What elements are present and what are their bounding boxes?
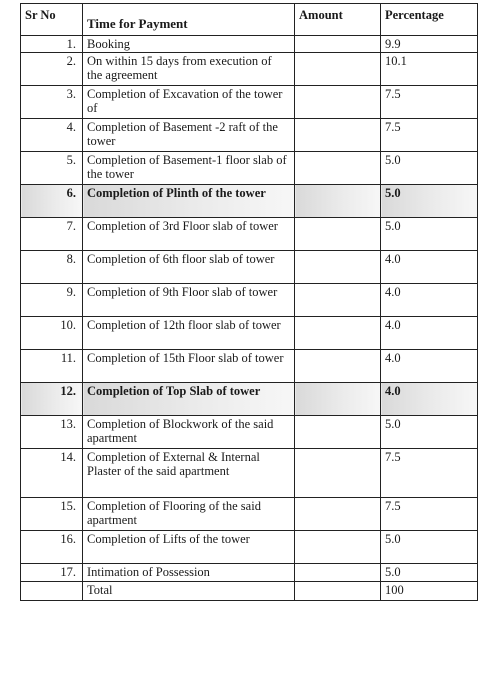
- payment-milestone-cell: Completion of Top Slab of tower: [83, 383, 295, 416]
- payment-milestone-cell: Booking: [83, 36, 295, 53]
- sr-no-cell: 1.: [21, 36, 83, 53]
- percentage-cell: 4.0: [381, 251, 478, 284]
- sr-no-cell: 15.: [21, 498, 83, 531]
- table-row: [21, 152, 478, 185]
- payment-milestone-cell: On within 15 days from execution of the agreement: [83, 53, 295, 86]
- percentage-cell: 4.0: [381, 284, 478, 317]
- table-row: [21, 218, 478, 251]
- table-header-row: [21, 4, 478, 36]
- percentage-cell: 5.0: [381, 185, 478, 218]
- sr-no-cell: 12.: [21, 383, 83, 416]
- percentage-cell: 4.0: [381, 350, 478, 383]
- percentage-cell: 5.0: [381, 531, 478, 564]
- payment-milestone-cell: Intimation of Possession: [83, 564, 295, 582]
- table-row: [21, 582, 478, 601]
- percentage-cell: 7.5: [381, 119, 478, 152]
- payment-milestone-cell: Completion of Flooring of the said apartment: [83, 498, 295, 531]
- percentage-cell: 7.5: [381, 449, 478, 498]
- percentage-cell: 9.9: [381, 36, 478, 53]
- percentage-cell: 5.0: [381, 152, 478, 185]
- percentage-cell: 100: [381, 582, 478, 601]
- amount-cell: [295, 531, 381, 564]
- amount-cell: [295, 383, 381, 416]
- amount-cell: [295, 582, 381, 601]
- table-row: [21, 251, 478, 284]
- amount-cell: [295, 36, 381, 53]
- payment-milestone-cell: Completion of External & Internal Plaster of the said apartment: [83, 449, 295, 498]
- sr-no-cell: 2.: [21, 53, 83, 86]
- sr-no-cell: 7.: [21, 218, 83, 251]
- table-row: [21, 86, 478, 119]
- percentage-cell: 7.5: [381, 86, 478, 119]
- amount-cell: [295, 416, 381, 449]
- sr-no-cell: 11.: [21, 350, 83, 383]
- sr-no-cell: 13.: [21, 416, 83, 449]
- amount-cell: [295, 119, 381, 152]
- amount-cell: [295, 449, 381, 498]
- header-amount: Amount: [295, 4, 381, 36]
- table-row: [21, 36, 478, 53]
- payment-milestone-cell: Completion of 12th floor slab of tower: [83, 317, 295, 350]
- amount-cell: [295, 185, 381, 218]
- sr-no-cell: 10.: [21, 317, 83, 350]
- table-row: [21, 317, 478, 350]
- table-row: [21, 498, 478, 531]
- sr-no-cell: 9.: [21, 284, 83, 317]
- sr-no-cell: 5.: [21, 152, 83, 185]
- amount-cell: [295, 152, 381, 185]
- table-row: [21, 53, 478, 86]
- percentage-cell: 10.1: [381, 53, 478, 86]
- payment-milestone-cell: Completion of Excavation of the tower of: [83, 86, 295, 119]
- header-time-for-payment: Time for Payment: [83, 4, 295, 36]
- table-body: [21, 36, 478, 601]
- amount-cell: [295, 218, 381, 251]
- header-sr-no: Sr No: [21, 4, 83, 36]
- payment-milestone-cell: Completion of Plinth of the tower: [83, 185, 295, 218]
- table-row: [21, 449, 478, 498]
- payment-milestone-cell: Completion of Basement-1 floor slab of the tower: [83, 152, 295, 185]
- payment-milestone-cell: Completion of 9th Floor slab of tower: [83, 284, 295, 317]
- table-row: [21, 350, 478, 383]
- payment-milestone-cell: Completion of Lifts of the tower: [83, 531, 295, 564]
- table-row: [21, 185, 478, 218]
- payment-milestone-cell: Completion of Blockwork of the said apartment: [83, 416, 295, 449]
- payment-milestone-cell: Completion of 6th floor slab of tower: [83, 251, 295, 284]
- table-row: [21, 284, 478, 317]
- amount-cell: [295, 251, 381, 284]
- table-row: [21, 564, 478, 582]
- table-row: [21, 383, 478, 416]
- sr-no-cell: 4.: [21, 119, 83, 152]
- sr-no-cell: 14.: [21, 449, 83, 498]
- payment-milestone-cell: Completion of 15th Floor slab of tower: [83, 350, 295, 383]
- payment-milestone-cell: Completion of Basement -2 raft of the tower: [83, 119, 295, 152]
- payment-schedule-document: [20, 3, 477, 601]
- payment-schedule-table: [20, 3, 478, 601]
- percentage-cell: 5.0: [381, 218, 478, 251]
- sr-no-cell: [21, 582, 83, 601]
- sr-no-cell: 16.: [21, 531, 83, 564]
- percentage-cell: 7.5: [381, 498, 478, 531]
- amount-cell: [295, 498, 381, 531]
- amount-cell: [295, 53, 381, 86]
- payment-milestone-cell: Total: [83, 582, 295, 601]
- percentage-cell: 4.0: [381, 383, 478, 416]
- amount-cell: [295, 317, 381, 350]
- table-row: [21, 119, 478, 152]
- amount-cell: [295, 86, 381, 119]
- sr-no-cell: 17.: [21, 564, 83, 582]
- amount-cell: [295, 350, 381, 383]
- sr-no-cell: 8.: [21, 251, 83, 284]
- table-row: [21, 416, 478, 449]
- table-row: [21, 531, 478, 564]
- amount-cell: [295, 284, 381, 317]
- amount-cell: [295, 564, 381, 582]
- percentage-cell: 4.0: [381, 317, 478, 350]
- sr-no-cell: 3.: [21, 86, 83, 119]
- sr-no-cell: 6.: [21, 185, 83, 218]
- percentage-cell: 5.0: [381, 564, 478, 582]
- percentage-cell: 5.0: [381, 416, 478, 449]
- header-percentage: Percentage: [381, 4, 478, 36]
- payment-milestone-cell: Completion of 3rd Floor slab of tower: [83, 218, 295, 251]
